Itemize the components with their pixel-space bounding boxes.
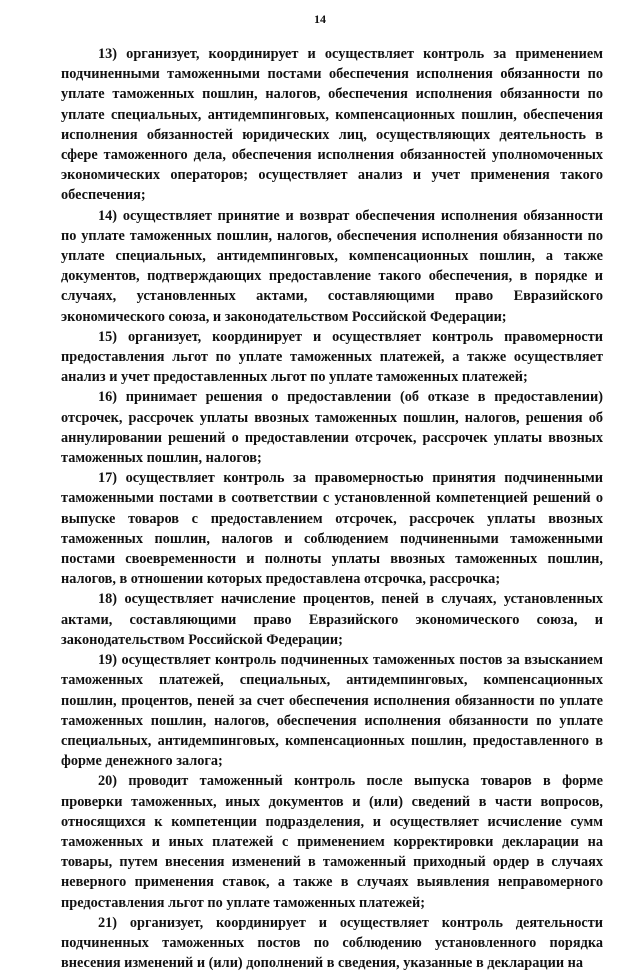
paragraph-item-16: 16) принимает решения о предоставлении (об отказе в предоставлении) отсрочек, рассрочек уплаты ввозных таможенных пошлин, налогов, решения об аннулировании решений о предоставлении отсрочек, рассрочек уплаты ввозных таможенных пошлин, налогов; [61, 389, 603, 467]
paragraph-item-15: 15) организует, координирует и осуществляет контроль правомерности предоставления льгот по уплате таможенных платежей, а также осуществляет анализ и учет предоставленных льгот по уплате таможенных платежей; [61, 328, 603, 386]
paragraph-item-21: 21) организует, координирует и осуществляет контроль деятельности подчиненных таможенных постов по соблюдению установленного порядка внесения изменений и (или) дополнений в сведения, указанные в декларации на [61, 914, 603, 972]
paragraph-item-20: 20) проводит таможенный контроль после выпуска товаров в форме проверки таможенных, иных документов и (или) сведений в части вопросов, относящихся к компетенции подразделения, и осуществляет исчисление сумм таможенных и иных платежей с применением корректировки декларации на товары, путем внесения изменений в таможенный приходный ордер в случаях неверного применения ставок, а также в случаях выявления неправомерного предоставления льгот по уплате таможенных платежей; [61, 773, 603, 911]
paragraph-item-14: 14) осуществляет принятие и возврат обеспечения исполнения обязанности по уплате таможенных пошлин, налогов, обеспечения исполнения обязанности по уплате специальных, антидемпинговых, компенсационных пошлин, а также документов, подтверждающих предоставление такого обеспечения, в порядке и случаях, установленных актами, составляющими право Евразийского экономического союза, и законодательством Российской Федерации; [61, 207, 603, 325]
paragraph-item-17: 17) осуществляет контроль за правомерностью принятия подчиненными таможенными постами в соответствии с установленной компетенцией решений о выпуске товаров с предоставлением отсрочек, рассрочек уплаты ввозных таможенных пошлин, налогов и соблюдением подчиненными таможенными постами своевременности и полноты уплаты ввозных таможенных пошлин, налогов, в отношении которых предоставлена отсрочка, рассрочка; [61, 470, 603, 588]
paragraph-item-19: 19) осуществляет контроль подчиненных таможенных постов за взысканием таможенных платежей, специальных, антидемпинговых, компенсационных пошлин, процентов, пеней за счет обеспечения исполнения обязанности по уплате таможенных пошлин, налогов, обеспечения исполнения обязанности по уплате специальных, антидемпинговых, компенсационных пошлин, предоставленного в форме денежного залога; [61, 652, 603, 770]
document-body [61, 44, 603, 973]
paragraph-item-13: 13) организует, координирует и осуществляет контроль за применением подчиненными таможенными постами обеспечения исполнения обязанности по уплате таможенных пошлин, налогов, обеспечения исполнения обязанности по уплате специальных, антидемпинговых, компенсационных пошлин, обеспечения исполнения обязанностей юридических лиц, осуществляющих деятельность в сфере таможенного дела, обеспечения исполнения обязанностей уполномоченных экономических операторов; осуществляет анализ и учет применения такого обеспечения; [61, 46, 603, 204]
page-number: 14 [314, 12, 326, 26]
paragraph-item-18: 18) осуществляет начисление процентов, пеней в случаях, установленных актами, составляющими право Евразийского экономического союза, и законодательством Российской Федерации; [61, 591, 603, 648]
